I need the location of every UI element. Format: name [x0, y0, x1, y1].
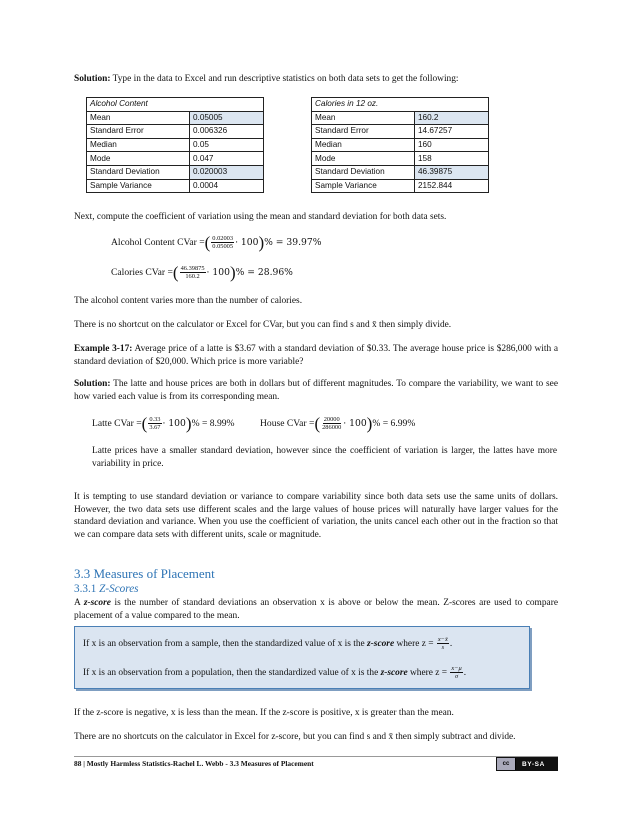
creative-commons-icon: cc — [497, 758, 516, 770]
footer-text: 88 | Mostly Harmless Statistics-Rachel L. Webb - 3.3 Measures of Placement — [74, 759, 314, 768]
next-paragraph: Next, compute the coefficient of variation using the mean and standard deviation for both data sets. — [74, 212, 447, 222]
cvar-shortcut-text: There is no shortcut on the calculator or Excel for CVar, but you can find s and x̄ then simply divide. — [74, 320, 452, 330]
calories-cvar-formula: Calories CVar = ( $\frac{46.39875}{160.2}$ · 100 ) % = 28.96% — [111, 262, 293, 282]
table-caption: Calories in 12 oz. — [312, 98, 489, 112]
solution-label: Solution: — [74, 379, 111, 389]
section-heading: 3.3 Measures of Placement — [74, 566, 215, 581]
latte-cvar-formula: Latte CVar = ( $\frac{0.33}{3.67}$ · 100 ) % = 8.99% — [92, 413, 235, 433]
example-3-17: Example 3-17: Average price of a latte is $3.67 with a standard deviation of $0.33. The average house price is $286,000 with a standard deviation of $20,000. Which price is more variable? — [74, 344, 558, 367]
latte-conclusion: Latte prices have a smaller standard deviation, however since the coefficient of variation is larger, the lattes have more variability in price. — [92, 446, 557, 469]
solution-paragraph: Solution: Type in the data to Excel and run descriptive statistics on both data sets to get the following: — [74, 74, 459, 84]
alcohol-content-table: Alcohol Content Mean 0.05005 Standard Error 0.006326 Median 0.05 Mode 0.047 Standard Deviation 0.020003 Sample Variance 0.0004 — [86, 97, 264, 193]
zscore-shortcut-text: There are no shortcuts on the calculator in Excel for z-score, but you can find s and x̄ then simply subtract and divide. — [74, 732, 516, 742]
zscore-definition-box — [74, 626, 530, 689]
solution-2-paragraph: Solution: The latte and house prices are both in dollars but of different magnitudes. To compare the variability, we want to see how varied each value is from its corresponding mean. — [74, 379, 558, 402]
table-caption: Alcohol Content — [87, 98, 264, 112]
tempting-paragraph: It is tempting to use standard deviation or variance to compare variability since both data sets use the same units of dollars. However, the two data sets use different scales and the large values of house prices will naturally have larger values for the standard deviation and variance. When you use the coefficient of variation, the units cancel each other out in the fraction so that we can compare data sets with different units, scale or magnitude. — [74, 492, 558, 540]
alcohol-cvar-formula: Alcohol Content CVar = ( $\frac{0.02003}{0.05005}$ · 100 ) % = 39.97% — [111, 232, 322, 252]
zscore-definition: A z-score is the number of standard deviations an observation x is above or below the mean. Z-scores are used to compare placement of a value compared to the mean. — [74, 598, 558, 621]
subsection-heading: 3.3.1 Z-Scores — [74, 583, 139, 595]
solution-label: Solution: — [74, 74, 111, 84]
population-zscore-line: If x is an observation from a population, then the standardized value of x is the z-score where z = $\frac{x-\mu}{\sigma}$ . — [83, 665, 467, 681]
cc-by-sa-license-badge: cc BY-SA — [496, 757, 558, 771]
example-label: Example 3-17: — [74, 344, 133, 354]
calories-table: Calories in 12 oz. Mean 160.2 Standard Error 14.67257 Median 160 Mode 158 Standard Deviation 46.39875 Sample Variance 2152.844 — [311, 97, 489, 193]
negative-zscore-text: If the z-score is negative, x is less than the mean. If the z-score is positive, x is greater than the mean. — [74, 708, 454, 718]
alcohol-varies-text: The alcohol content varies more than the number of calories. — [74, 296, 303, 306]
sample-zscore-line: If x is an observation from a sample, then the standardized value of x is the z-score where z = $\frac{x-x̄}{s}$ . — [83, 636, 453, 652]
house-cvar-formula: House CVar = ( $\frac{20000}{286000}$ · 100 ) % = 6.99% — [260, 413, 416, 433]
